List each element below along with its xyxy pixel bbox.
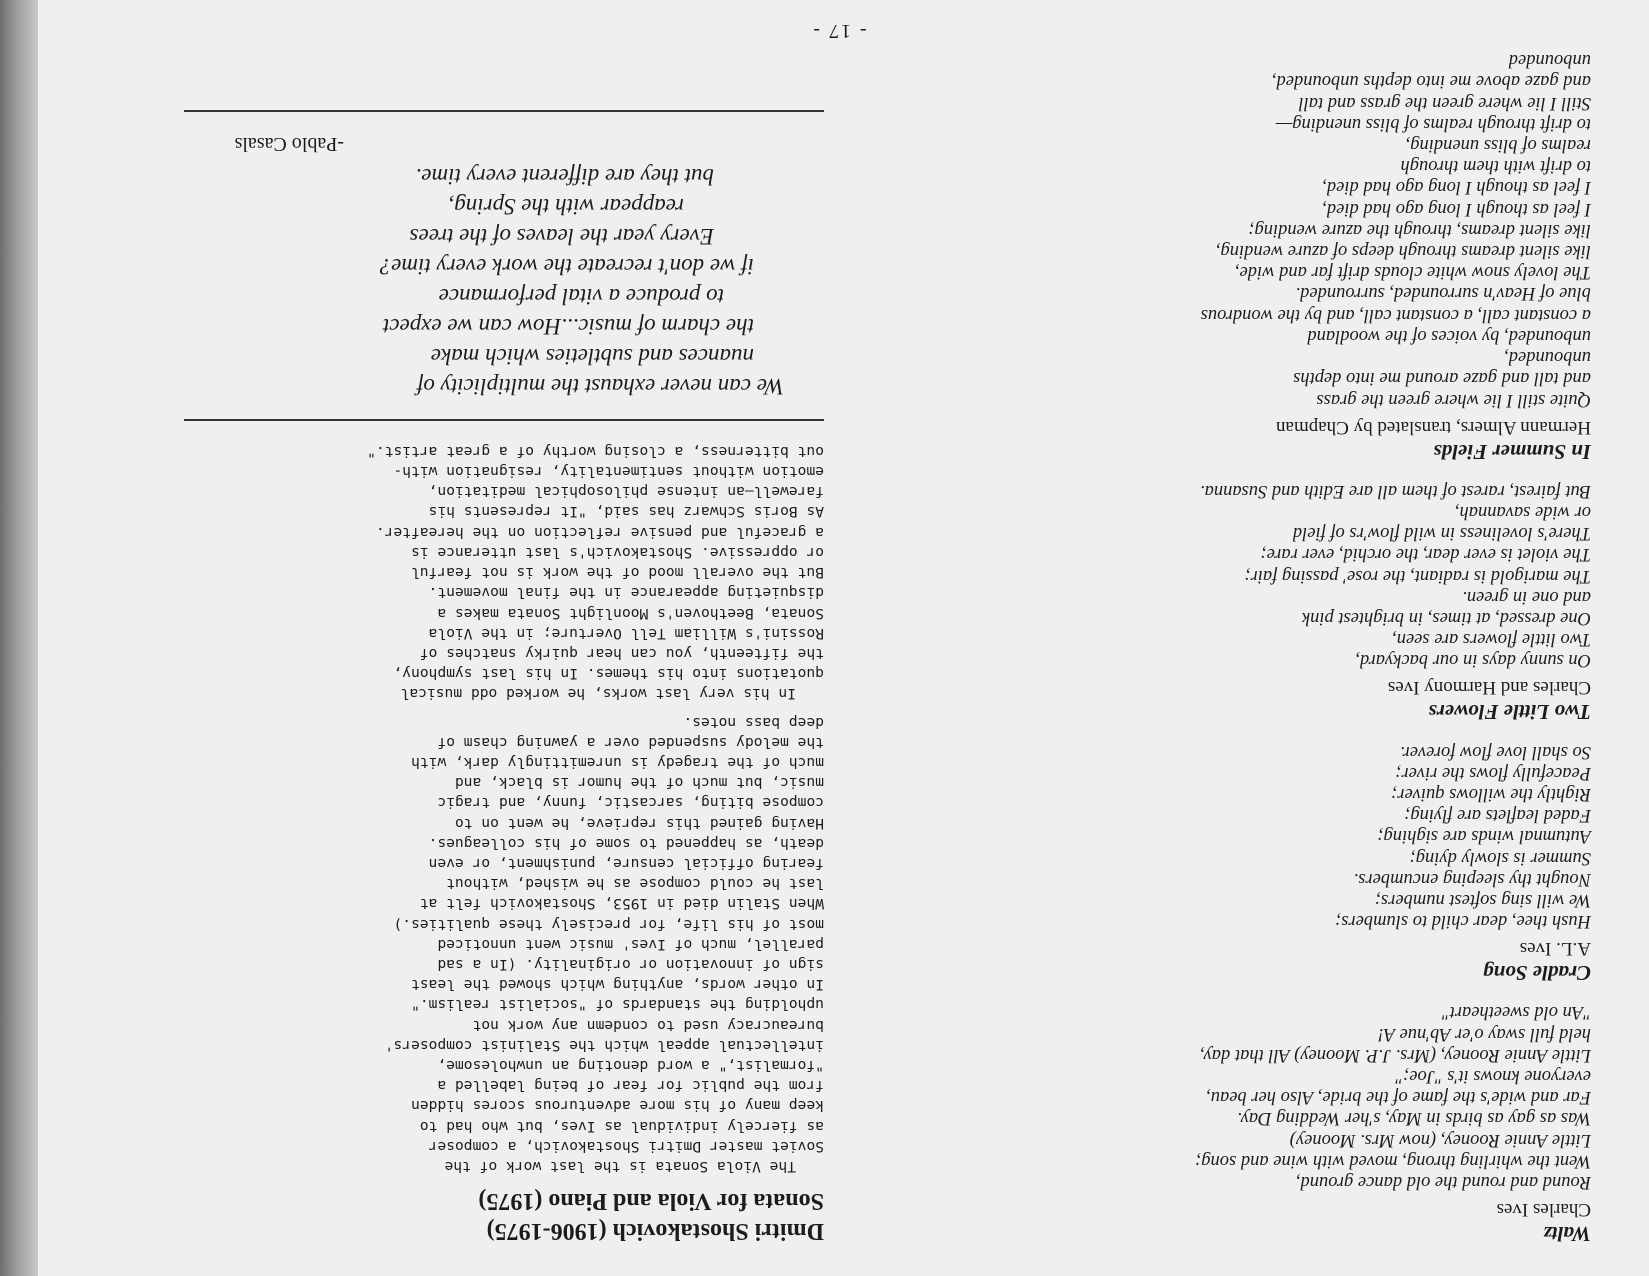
poem-line: I feel as though I long ago had died, (1322, 177, 1591, 198)
notes-line: compose biting, sarcastic, funny, and tragic (437, 794, 824, 812)
notes-line: parallel, much of Ives' music went unnoticed (437, 935, 824, 953)
poem-lines (891, 1001, 1591, 1192)
poem-line: everyone knows it's "Joe;" (1395, 1065, 1591, 1086)
notes-line: a graceful and pensive reflection on the hereafter. (375, 523, 824, 541)
poem-author: Hermann Almers, translated by Chapman (1275, 416, 1591, 438)
poem-line: I feel as though I long ago had died, (1322, 198, 1591, 219)
poem-line: Still I lie where green the grass and tall (1298, 92, 1591, 113)
notes-line: "formalist," a word denoting an unwholesome, (437, 1056, 824, 1074)
poem-line: Was as gay as birds in May, s'her Wedding Day. (1237, 1108, 1591, 1129)
poem-lines (891, 49, 1591, 409)
notes-line: disquieting appearance in the final movement. (428, 584, 824, 602)
poem-author: A.L. Ives (1519, 938, 1591, 960)
notes-line: Rossini's William Tell Overture; in the Viola (428, 624, 824, 642)
quote-line: but they are different every time. (415, 163, 714, 189)
notes-line: as fiercely individual as Ives, but who had to (419, 1117, 824, 1135)
notes-line: the melody suspended over a yawning chasm of (437, 733, 824, 751)
casals-quote (124, 132, 824, 401)
notes-paragraph (124, 441, 824, 704)
poem-line: Little Annie Rooney, (Mrs. J.P. Mooney) All that day, (1199, 1044, 1591, 1065)
notes-line: intellectual appeal which the Stalinist composers' (384, 1036, 824, 1054)
notes-line: In other words, anything which showed the least (411, 976, 824, 994)
notes-line: keep many of his more adventurous scores hidden (411, 1097, 824, 1115)
notes-line: emotion without sentimentality, resignation with- (393, 463, 824, 481)
poem-author: Charles and Harmony Ives (1387, 677, 1591, 699)
poem-line: realms of bliss unending, (1405, 135, 1591, 156)
notes-line: upholding the standards of "socialist realism." (411, 996, 824, 1014)
notes-line: last he could compose as he wished, without (446, 875, 824, 893)
quote-line: Every year the leaves of the trees (409, 223, 714, 249)
quote-top-rule (184, 419, 824, 421)
notes-line: The Viola Sonata is the last work of the (444, 1158, 796, 1175)
program-notes-column (124, 92, 824, 1246)
notes-line: from the public for fear of being labelled a (437, 1077, 824, 1095)
poem-two-little-flowers (891, 480, 1591, 725)
poem-line: unbounded, by voices of the woodland (1307, 325, 1591, 346)
poem-line: We will sing softest numbers; (1374, 889, 1591, 910)
poem-line: Went the whirling throng, moved with wine and song; (1195, 1150, 1591, 1171)
quote-attribution: -Pablo Casals (234, 132, 344, 155)
poem-line: or wide savannah, (1454, 501, 1591, 522)
notes-line: death, as happened to some of his colleagues. (428, 834, 824, 852)
poem-line: Round and round the old dance ground, (1295, 1172, 1591, 1192)
notes-line: the fifteenth, you can hear quirky snatches of (419, 644, 824, 662)
poem-line: to drift with them through (1400, 156, 1591, 177)
poem-title: Cradle Song (1483, 961, 1591, 986)
poem-line: "An old sweetheart" (1441, 1002, 1591, 1023)
quote-line: to produce a vital performance (438, 283, 724, 309)
poem-lines (891, 740, 1591, 931)
poem-cradle-song (891, 740, 1591, 985)
notes-line: bureaucracy used to condemn any work not (472, 1016, 824, 1034)
notes-line: Sonata, Beethoven's Moonlight Sonata makes a (437, 604, 824, 622)
quote-line: We can never exhaust the multiplicity of (416, 373, 784, 399)
poem-line: Nought thy sleeping encumbers. (1353, 868, 1591, 889)
poem-line: One dressed, at times, in brightest pink (1301, 607, 1591, 628)
poem-title: Two Little Flowers (1428, 700, 1591, 725)
poem-title: In Summer Fields (1433, 439, 1591, 464)
notes-line: much of the tragedy is unremittingly dark, with (411, 753, 824, 771)
notes-line: out bitterness, a closing worthy of a great artist." (367, 442, 824, 460)
poem-in-summer-fields (891, 49, 1591, 463)
poem-line: a constant call, a constant call, and by the wondrous (1200, 304, 1591, 325)
poem-line: held full sway o'er Ab'nue A! (1377, 1023, 1591, 1044)
notes-line: When Stalin died in 1953, Shostakovich felt at (419, 895, 824, 913)
quote-line: nuances and subtleties which make (430, 343, 754, 369)
work-heading: Sonata for Viola and Piano (1975) (478, 1188, 824, 1214)
poem-line: There's loveliness in wild flow'rs of field (1292, 523, 1591, 544)
poem-line: Summer is slowly dying; (1409, 847, 1591, 868)
notes-line: or oppressive. Shostakovich's last utterance is (411, 543, 824, 561)
poem-line: Rightly the willows quiver; (1391, 783, 1591, 804)
poem-line: Autumnal winds are sighing; (1377, 826, 1591, 847)
quote-line: the charm of music...How can we expect (382, 313, 754, 339)
poem-line: The marigold is radiant, the rose' passing fair; (1244, 565, 1591, 586)
poem-line: and tall and gaze around me into depths (1293, 368, 1591, 389)
composer-heading: Dmitri Shostakovich (1906-1975) (486, 1218, 824, 1244)
poem-line: to drift through realms of bliss unending— (1275, 113, 1591, 134)
poem-line: But fairest, rarest of them all are Edith and Susanna. (1199, 480, 1591, 501)
poem-line: On sunny days in our backyard, (1355, 650, 1591, 671)
poem-line: Far and wide's the fame of the bride, Also her beau, (1206, 1087, 1591, 1108)
poem-line: Faded leaflets are flying; (1404, 805, 1591, 826)
notes-line: deep bass notes. (683, 713, 824, 731)
poem-lines (891, 480, 1591, 671)
notes-paragraph (124, 711, 824, 1176)
poem-line: and gaze above me into depths unbounded, (1271, 71, 1591, 92)
notes-line: As Boris Schwarz has said, "It represents his (428, 503, 824, 521)
poem-line: like silent dreams, through the azure wending; (1248, 219, 1591, 240)
poem-title: Waltz (1543, 1222, 1591, 1246)
poem-author: Charles Ives (1496, 1199, 1591, 1220)
poem-waltz (891, 1001, 1591, 1246)
poem-line: like silent dreams through deeps of azure wending, (1215, 241, 1591, 262)
notes-line: most of his life, for precisely these qualities.) (393, 915, 824, 933)
poems-column (891, 33, 1591, 1246)
notes-line: In his very last works, he worked odd musical (400, 685, 796, 703)
quote-line: reappear with the Spring, (448, 193, 684, 219)
notes-line: quotations into his themes. In his last symphony, (393, 665, 824, 683)
poem-line: So shall love flow forever. (1400, 741, 1591, 762)
scan-edge-shadow (0, 0, 38, 1276)
poem-line: The violet is ever dear, the orchid, ever rare; (1260, 544, 1591, 565)
poem-line: Hush thee, dear child to slumbers; (1335, 911, 1591, 932)
poem-line: Two little flowers are seen, (1392, 629, 1591, 650)
page-number: - 17 - (811, 20, 867, 42)
poem-line: unbounded (1508, 50, 1591, 71)
notes-line: Having gained this reprieve, he went on to (454, 814, 824, 832)
poem-line: and one in green. (1462, 586, 1591, 607)
notes-line: music, but much of the humor is black, and (454, 774, 824, 792)
notes-line: But the overall mood of the work is not fearful (411, 564, 824, 582)
notes-line: fearing official censure, punishment, or even (428, 854, 824, 872)
quote-line: if we don't recreate the work every time? (379, 253, 754, 279)
poem-line: The lovely snow white clouds drift far and wide, (1234, 262, 1591, 283)
poem-line: unbounded, (1504, 347, 1591, 368)
poem-line: Little Annie Rooney, (now Mrs. Mooney) (1289, 1129, 1591, 1150)
notes-line: Soviet master Dmitri Shostakovich, a composer (428, 1137, 824, 1155)
poem-line: Peacefully flows the river; (1395, 762, 1591, 783)
poem-line: Quite still I lie where green the grass (1316, 389, 1591, 410)
poem-line: blue of Heav'n surrounded, surrounded. (1295, 283, 1591, 304)
notes-line: sign of innovation or originality. (In a sad (437, 955, 824, 973)
notes-line: farewell—an intense philosophical meditation, (428, 483, 824, 501)
program-page (38, 0, 1649, 1276)
quote-bottom-rule (184, 110, 824, 112)
